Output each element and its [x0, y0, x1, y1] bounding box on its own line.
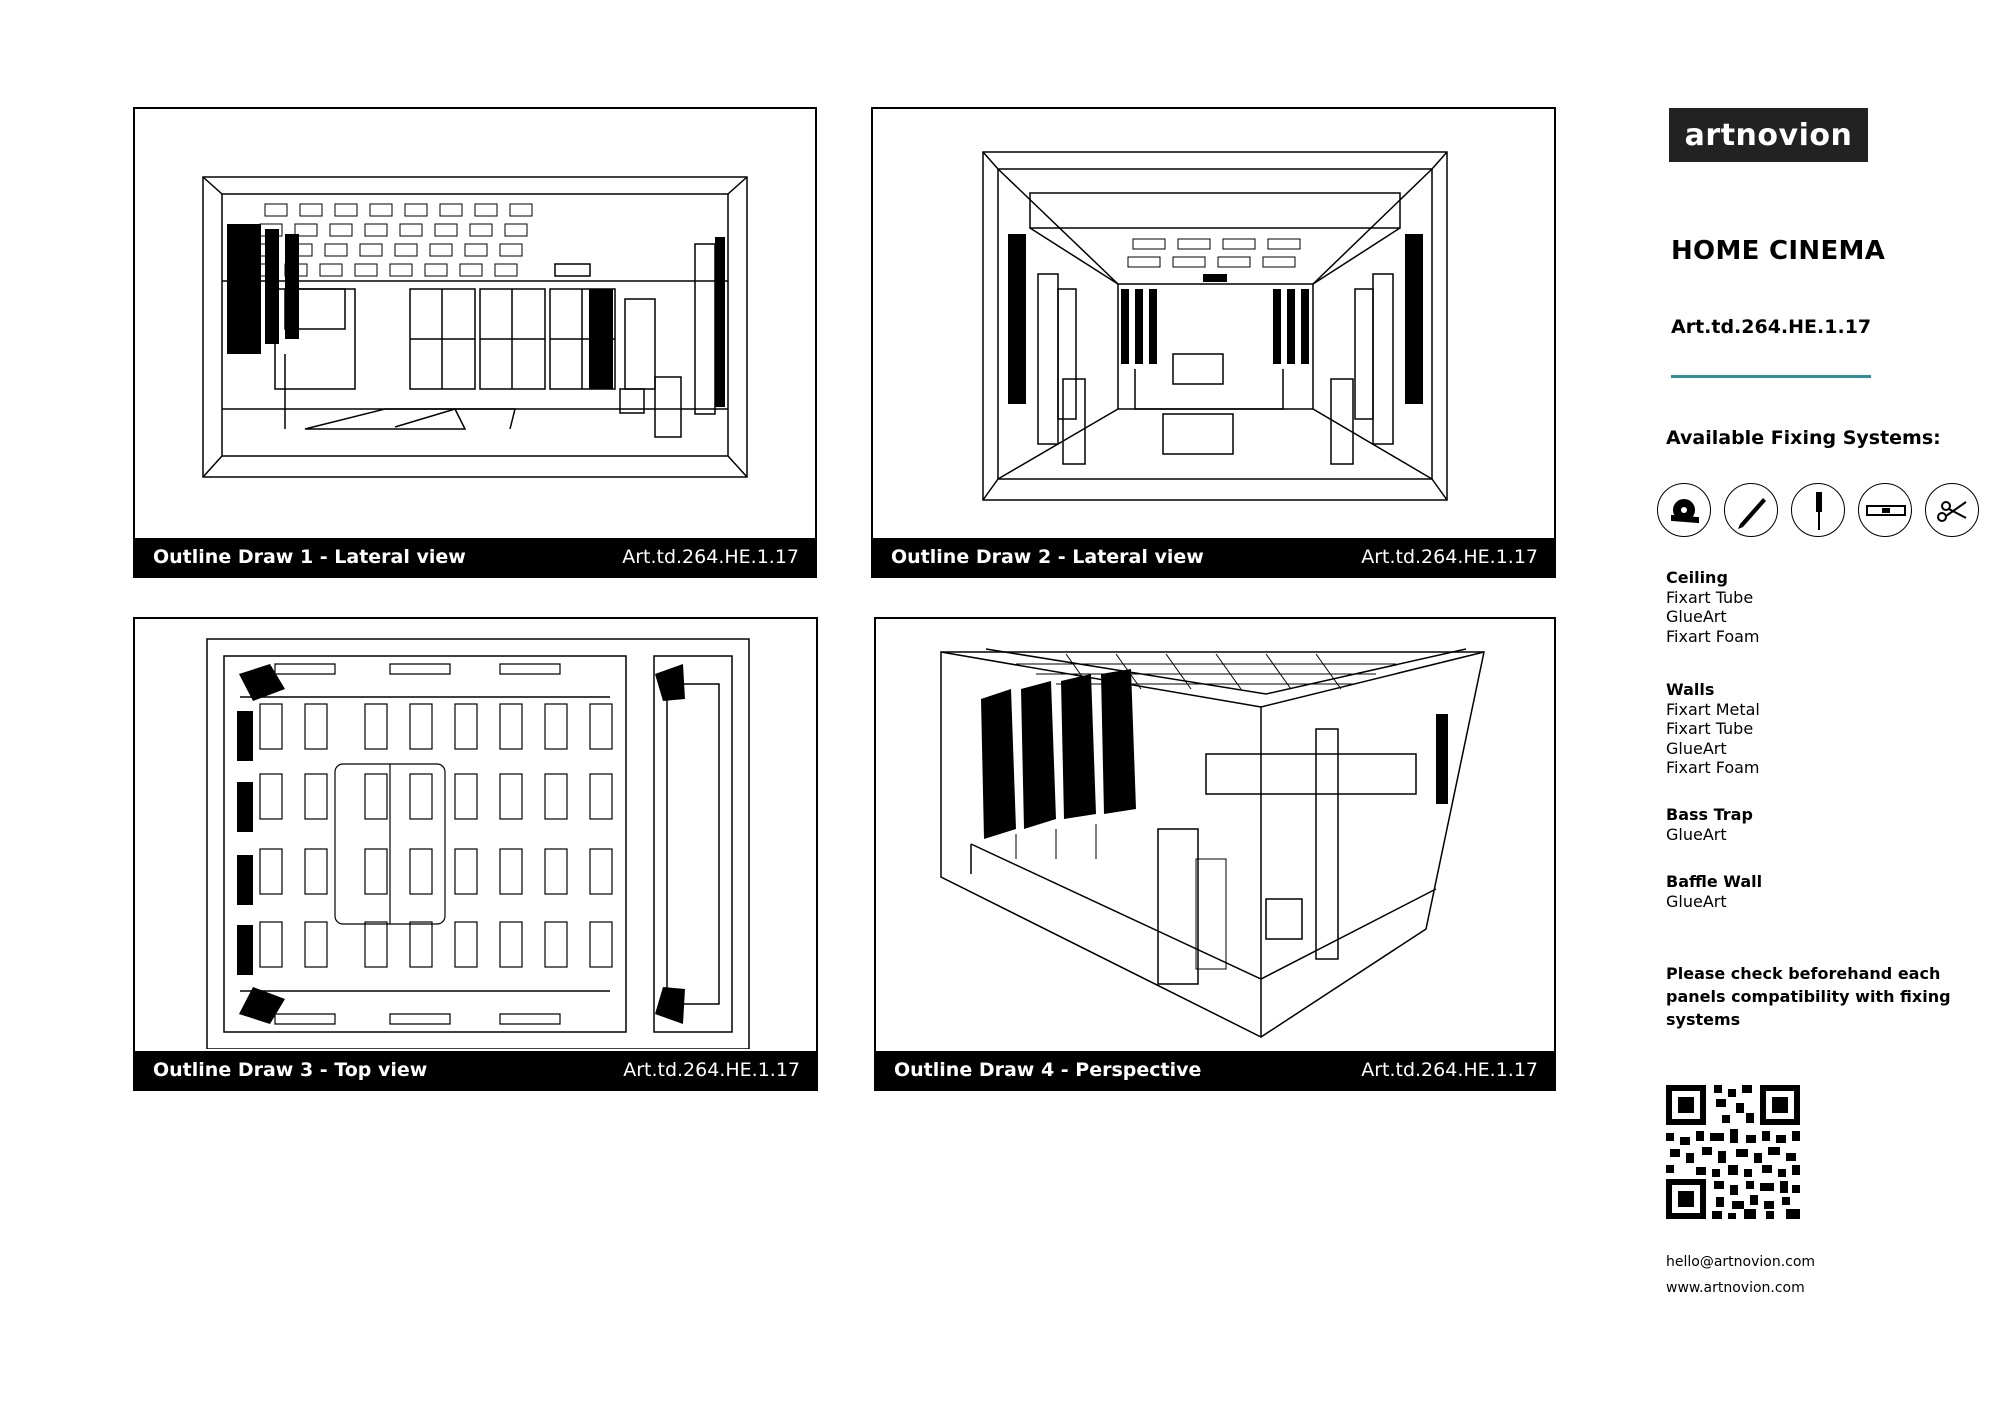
category-heading: Bass Trap [1666, 805, 1753, 824]
category-item: GlueArt [1666, 607, 1727, 626]
panel-caption-title: Outline Draw 2 - Lateral view [891, 546, 1204, 568]
accent-divider [1671, 375, 1871, 378]
category-heading: Baffle Wall [1666, 872, 1763, 891]
panel-caption-code: Art.td.264.HE.1.17 [1361, 1059, 1538, 1081]
artnovion-logo: artnovion [1669, 108, 1868, 162]
category-walls [1666, 680, 1760, 778]
outline-draw-3-panel [133, 617, 818, 1091]
panel-caption [135, 1051, 816, 1089]
category-item: Fixart Tube [1666, 719, 1754, 738]
panel-caption-title: Outline Draw 1 - Lateral view [153, 546, 466, 568]
category-heading: Walls [1666, 680, 1715, 699]
category-heading: Ceiling [1666, 568, 1728, 587]
category-item: GlueArt [1666, 891, 1727, 911]
category-item: Fixart Metal [1666, 699, 1760, 719]
category-item: Fixart Tube [1666, 587, 1754, 607]
compatibility-note: Please check beforehand each panels compatibility with fixing systems [1666, 964, 1951, 1029]
category-ceiling [1666, 568, 1760, 646]
fixing-tools-row [1657, 483, 1977, 541]
category-item: GlueArt [1666, 738, 1727, 758]
scissors-icon [1925, 483, 1979, 537]
category-item: Fixart Foam [1666, 758, 1760, 777]
level-icon [1858, 483, 1912, 537]
article-code: Art.td.264.HE.1.17 [1671, 316, 1872, 338]
qr-code[interactable] [1666, 1085, 1800, 1219]
contact-website[interactable]: www.artnovion.com [1666, 1280, 1805, 1296]
panel-caption-title: Outline Draw 3 - Top view [153, 1059, 428, 1081]
panel-caption-code: Art.td.264.HE.1.17 [623, 1059, 800, 1081]
contact-email[interactable]: hello@artnovion.com [1666, 1254, 1816, 1270]
panel-caption [135, 538, 815, 576]
fixing-systems-heading: Available Fixing Systems: [1666, 427, 1941, 449]
panel-caption-code: Art.td.264.HE.1.17 [622, 546, 799, 568]
page-title: HOME CINEMA [1671, 236, 1886, 266]
category-baffle-wall [1666, 872, 1762, 911]
pencil-icon [1724, 483, 1778, 537]
perspective-drawing [876, 619, 1556, 1049]
tape-measure-icon [1657, 483, 1711, 537]
panel-caption [876, 1051, 1554, 1089]
lateral-view-1-drawing [135, 109, 815, 539]
outline-draw-4-panel [874, 617, 1556, 1091]
top-view-drawing [135, 619, 815, 1049]
category-item: GlueArt [1666, 824, 1727, 844]
panel-caption [873, 538, 1554, 576]
lateral-view-2-drawing [873, 109, 1553, 539]
panel-caption-code: Art.td.264.HE.1.17 [1361, 546, 1538, 568]
outline-draw-1-panel [133, 107, 817, 578]
outline-draw-2-panel [871, 107, 1556, 578]
panel-caption-title: Outline Draw 4 - Perspective [894, 1059, 1202, 1081]
screwdriver-icon [1791, 483, 1845, 537]
category-item: Fixart Foam [1666, 626, 1760, 646]
category-bass-trap [1666, 805, 1753, 844]
